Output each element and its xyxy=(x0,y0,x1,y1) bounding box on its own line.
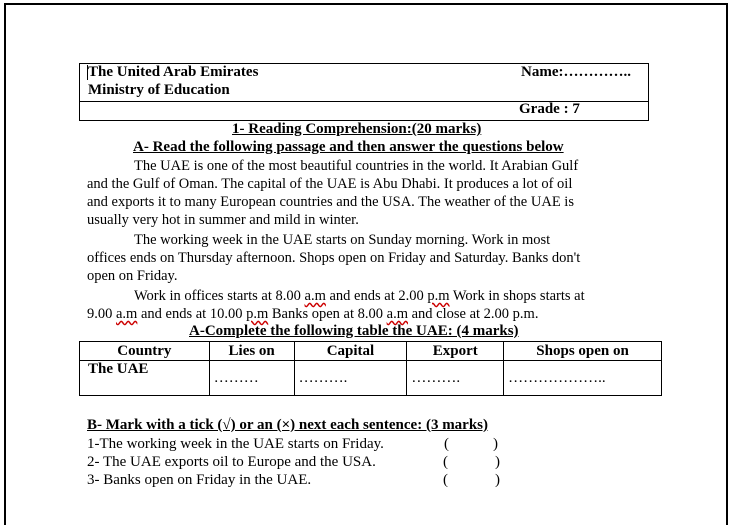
answer-bracket-open[interactable]: ( xyxy=(443,454,448,470)
spelling-flag: a.m xyxy=(386,306,408,322)
passage-line: The working week in the UAE starts on Sunday morning. Work in most xyxy=(134,232,551,248)
answer-bracket-close[interactable]: ) xyxy=(495,454,500,470)
completion-table xyxy=(79,341,662,396)
name-field-label[interactable]: Name:………….. xyxy=(521,64,631,80)
answer-bracket-open[interactable]: ( xyxy=(443,472,448,488)
table-row xyxy=(80,361,662,396)
table-cell-blank[interactable]: ……………….. xyxy=(504,361,662,396)
passage-line: open on Friday. xyxy=(87,268,178,284)
tick-item: 3- Banks open on Friday in the UAE. xyxy=(87,472,312,488)
column-header: Lies on xyxy=(209,342,294,361)
passage-line: The UAE is one of the most beautiful countries in the world. It Arabian Gulf xyxy=(134,158,579,174)
tick-item: 1-The working week in the UAE starts on Friday. xyxy=(87,436,384,452)
spelling-flag: p.m xyxy=(427,288,450,304)
table-cell-blank[interactable]: ………. xyxy=(294,361,407,396)
passage-text: Work in shops starts at xyxy=(449,288,585,304)
passage-paragraph-2 xyxy=(87,231,647,285)
answer-bracket-close[interactable]: ) xyxy=(495,472,500,488)
passage-text: Work in offices starts at 8.00 xyxy=(134,288,305,304)
answer-bracket-open[interactable]: ( xyxy=(444,436,449,452)
table-section-title: A-Complete the following table the UAE: (4 marks) xyxy=(189,323,519,339)
passage-text: 9.00 xyxy=(87,306,116,322)
passage-text: and close at 2.00 p.m. xyxy=(407,306,539,322)
passage-line: and exports it to many European countries and the USA. The weather of the UAE is xyxy=(87,194,574,210)
table-header-row xyxy=(80,342,662,361)
passage-text: and ends at 10.00 xyxy=(137,306,247,322)
spelling-flag: a.m xyxy=(304,288,326,304)
column-header: Shops open on xyxy=(504,342,662,361)
table-cell-blank[interactable]: ……… xyxy=(209,361,294,396)
passage-text: and ends at 2.00 xyxy=(325,288,428,304)
passage-line xyxy=(87,287,647,305)
section-title: 1- Reading Comprehension:(20 marks) xyxy=(232,121,482,137)
passage-text: Banks open at 8.00 xyxy=(268,306,387,322)
column-header: Country xyxy=(80,342,210,361)
header-ministry: Ministry of Education xyxy=(88,82,230,98)
table-cell-country: The UAE xyxy=(80,361,210,396)
passage-line: usually very hot in summer and mild in winter. xyxy=(87,212,359,228)
passage-paragraph-1 xyxy=(87,157,647,229)
table-cell-blank[interactable]: ………. xyxy=(407,361,504,396)
grade-label: Grade : 7 xyxy=(519,101,580,117)
column-header: Capital xyxy=(294,342,407,361)
passage-line: and the Gulf of Oman. The capital of the UAE is Abu Dhabi. It produces a lot of oil xyxy=(87,176,573,192)
answer-bracket-close[interactable]: ) xyxy=(493,436,498,452)
passage-paragraph-3 xyxy=(87,287,647,323)
section-b-title: B- Mark with a tick (√) or an (×) next each sentence: (3 marks) xyxy=(87,417,489,433)
spelling-flag: a.m xyxy=(116,306,138,322)
header-country: The United Arab Emirates xyxy=(88,64,259,80)
passage-line xyxy=(87,305,647,323)
reading-instruction: A- Read the following passage and then answer the questions below xyxy=(133,139,564,155)
passage-line: offices ends on Thursday afternoon. Shops open on Friday and Saturday. Banks don't xyxy=(87,250,581,266)
column-header: Export xyxy=(407,342,504,361)
tick-item: 2- The UAE exports oil to Europe and the USA. xyxy=(87,454,376,470)
spelling-flag: p.m xyxy=(246,306,269,322)
